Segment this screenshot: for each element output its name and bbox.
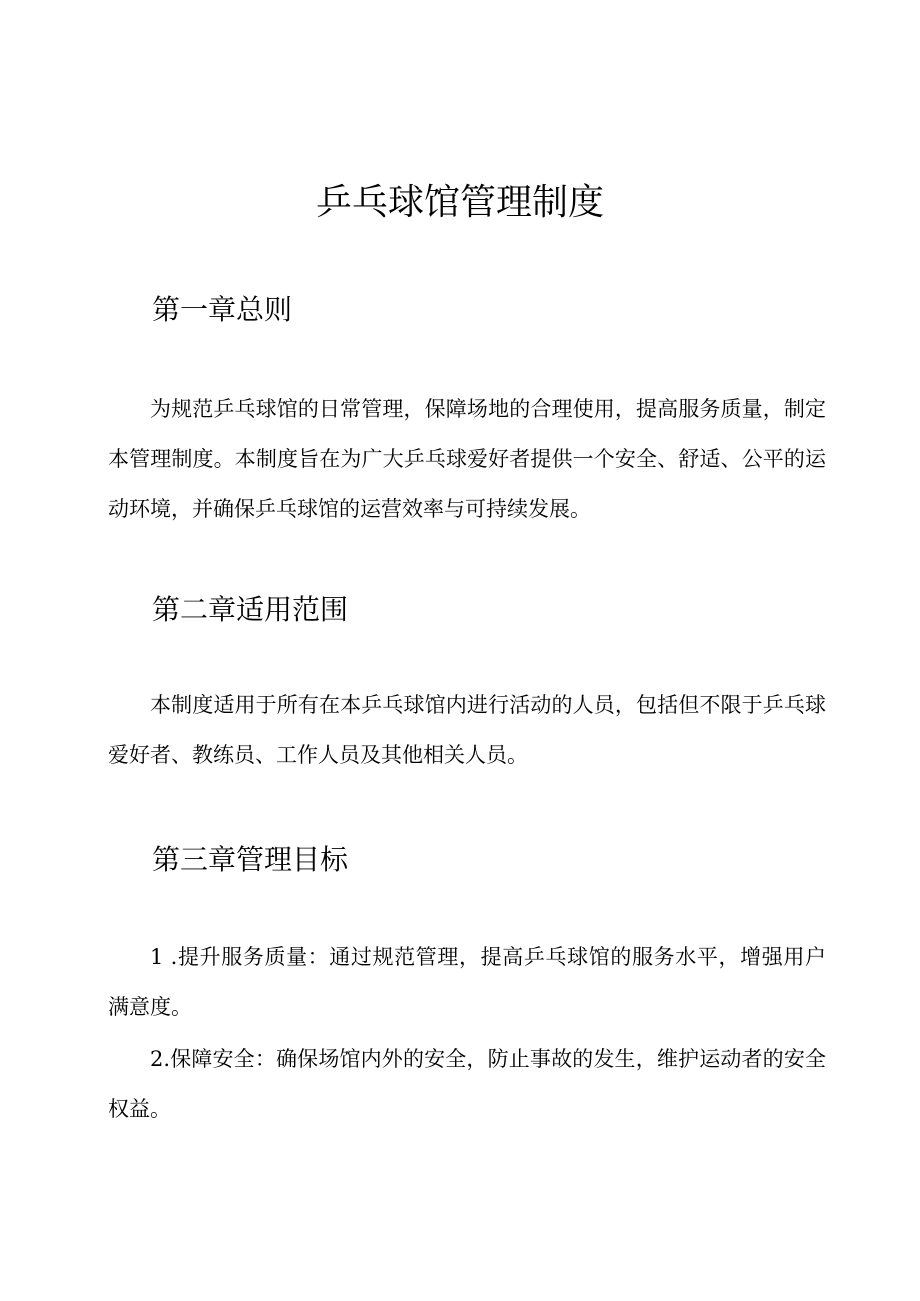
goal-item: 1 .提升服务质量：通过规范管理，提高乒乓球馆的服务水平，增强用户满意度。 (108, 945, 826, 1019)
chapter-heading-goals: 第三章管理目标 (152, 843, 349, 876)
chapter-heading-scope: 第二章适用范围 (152, 593, 349, 626)
chapter-paragraph: 本制度适用于所有在本乒乓球馆内进行活动的人员，包括但不限于乒乓球爱好者、教练员、工作人员及其他相关人员。 (108, 693, 826, 767)
goal-item: 2.保障安全：确保场馆内外的安全，防止事故的发生，维护运动者的安全权益。 (108, 1047, 826, 1121)
chapter-heading-general: 第一章总则 (152, 293, 293, 326)
chapter-paragraph: 为规范乒乓球馆的日常管理，保障场地的合理使用，提高服务质量，制定本管理制度。本制度旨在为广大乒乓球爱好者提供一个安全、舒适、公平的运动环境，并确保乒乓球馆的运营效率与可持续发展。 (108, 397, 826, 521)
document-title: 乒乓球馆管理制度 (315, 182, 604, 223)
